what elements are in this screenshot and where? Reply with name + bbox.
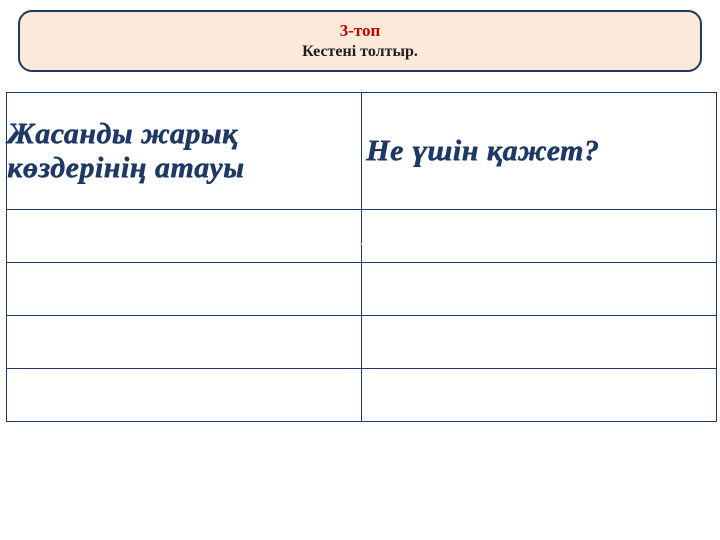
table-cell-answer[interactable]: [7, 316, 362, 369]
group-title: 3-топ: [339, 20, 381, 40]
table-cell-answer[interactable]: [362, 316, 717, 369]
scan-speck: [360, 243, 362, 245]
worksheet-table: [6, 92, 717, 422]
column-heading-purpose: Не үшін қажет?: [366, 133, 600, 167]
table-row[interactable]: [7, 210, 717, 263]
table-cell-answer[interactable]: [362, 210, 717, 263]
table-header-row: [7, 93, 717, 210]
table-cell-answer[interactable]: [7, 263, 362, 316]
table-cell-answer[interactable]: [362, 369, 717, 422]
table-cell-answer[interactable]: [362, 263, 717, 316]
table-header-cell-2: [362, 93, 717, 210]
table-row[interactable]: [7, 369, 717, 422]
worksheet-table-wrapper: [6, 92, 714, 422]
table-cell-answer[interactable]: [7, 210, 362, 263]
table-row[interactable]: [7, 316, 717, 369]
table-header-cell-1: [7, 93, 362, 210]
task-callout-box: [18, 10, 702, 72]
table-cell-answer[interactable]: [7, 369, 362, 422]
table-row[interactable]: [7, 263, 717, 316]
task-instruction: Кестені толтыр.: [302, 43, 418, 61]
column-heading-sources: Жасанды жарық көздерінің атауы: [7, 116, 245, 184]
